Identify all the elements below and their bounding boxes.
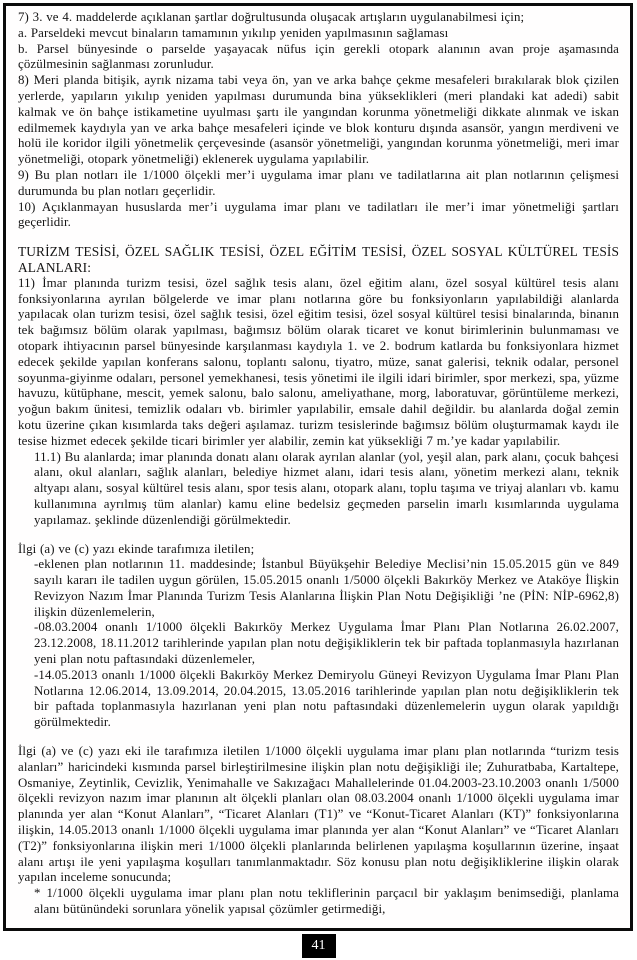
paragraph-star-item: * 1/1000 ölçekli uygulama imar planı plan notu tekliflerinin parçacıl bir yaklaşım benimsediği, planlama alanı bütünündeki sorunlara yönelik yapısal çözümler getirmediği, — [34, 886, 619, 917]
document-frame — [3, 3, 633, 931]
paragraph-ilgi-item-3: -14.05.2013 onanlı 1/1000 ölçekli Bakırköy Merkez Demiryolu Güneyi Revizyon Uygulama İmar Planı Plan Notlarına 12.06.2014, 13.09.2014, 20.04.2015, 13.05.2016 tarihlerinde yapılan plan notu değişikliklerin tek bir paftada toplanmasıyla hazırlanan yeni plan notu paftasındaki düzenlemelerin uygun olarak yapıldığı görülmektedir. — [34, 667, 619, 730]
paragraph-item-7: 7) 3. ve 4. maddelerde açıklanan şartlar doğrultusunda oluşacak artışların uygulanabilmesi için; — [18, 10, 525, 24]
paragraph-item-a: a. Parseldeki mevcut binaların tamamının yıkılıp yeniden yapılmasının sağlaması — [18, 25, 449, 40]
paragraph-item-11-1: 11.1) Bu alanlarda; imar planında donatı alanı olarak ayrılan alanlar (yol, yeşil alan, park alanı, çocuk bahçesi alanı, okul alanları, sağlık alanları, belediye hizmet alanı, idari tesis alanı, yönetim merkezi alanı, teknik altyapı alanı, sosyal kültürel tesis alanı, spor tesis alanı, otopark alanı, toplu taşıma ve triyaj alanları vb. kamu kullanımına ayrılmış tüm alanlar) kamu eline bedelsiz geçmeden parselin imarlı kısımlarında uygulama yapılamaz. şeklinde düzenlendiği görülmektedir. — [34, 449, 619, 527]
paragraph-item-10: 10) Açıklanmayan hususlarda mer’i uygulama imar planı ve tadilatları ile mer’i imar yönetmeliği şartları geçerlidir. — [18, 199, 619, 230]
paragraph-ilgi-item-1: -eklenen plan notlarının 11. maddesinde; İstanbul Büyükşehir Belediye Meclisi’nin 15.05.2015 gün ve 849 sayılı kararı ile tadilen uygun görülen, 15.05.2015 onanlı 1/5000 ölçekli Bakırköy Merkez ve Ataköye İlişkin Revizyon Nazım İmar Planında Turizm Tesis Alanlarına İlişkin Plan Notu Değişikliği ’ne (PİN: NİP-6962,8) ilişkin düzenlemelerin, — [34, 557, 619, 619]
paragraph-item-11: 11) İmar planında turizm tesisi, özel sağlık tesis alanı, özel eğitim alanı, özel sosyal kültürel tesis alanı fonksiyonlarına ayrılan bölgelerde ve imar planı notlarına göre bu fonksiyonların yapılabildiği alanlarda yapılacak olan turizm tesisi, özel sağlık tesisi, özel eğitim tesisi, özel sosyal kültürel tesisi binalarında, binanın tek bağımsız bölüm olarak yapılması, bağımsız bölüm olarak ticaret ve konut birimlerinin bulunmaması ve otopark ihtiyacının parsel bünyesinde karşılanması kaydıyla 1. ve 2. bodrum katlarda bu fonksiyonlara hizmet edecek şekilde yapılan konferans salonu, toplantı salonu, tiyatro, müze, sanat galerisi, teknik odalar, personel soyunma-giyinme odaları, personel yemekhanesi, tesis yönetimi ile ilgili idari birimler, spor merkezi, spa, yüzme havuzu, kütüphane, mescit, yemek salonu, balo salonu, ameliyathane, morg, laboratuvar, görüntüleme merkezi, yoğun bakım ünitesi, temizlik odaları vb. birimler yapılabilir, emsale dahil değildir. bu alanlarda doğal zemin kotu üzerine çıkan kısımlarda taks değeri aşılamaz. turizm tesislerinde bağımsız bölüm oluşturmamak kaydı ile tesise hizmet edecek şekilde ticari birimler yer alabilir, zemin kat yüksekliği 7 m.’ye kadar yapılabilir. — [18, 275, 619, 448]
paragraph-ilgi-item-2: -08.03.2004 onanlı 1/1000 ölçekli Bakırköy Merkez Uygulama İmar Planı Plan Notlarına 26.02.2007, 23.12.2008, 18.11.2012 tarihlerinde yapılan plan notu değişikliklerin tek bir paftada toplanmasıyla hazırlanan yeni plan notu paftasındaki düzenlemeler, — [34, 620, 619, 667]
page-number: 41 — [311, 938, 326, 953]
paragraph-item-9: 9) Bu plan notları ile 1/1000 ölçekli mer’i uygulama imar planı ve tadilatlarına ait plan notlarının çelişmesi durumunda bu plan notları geçerlidir. — [18, 167, 619, 198]
section-heading: TURİZM TESİSİ, ÖZEL SAĞLIK TESİSİ, ÖZEL EĞİTİM TESİSİ, ÖZEL SOSYAL KÜLTÜREL TESİS ALANLARI: — [18, 244, 619, 275]
paragraph-ilgi-2: İlgi (a) ve (c) yazı eki ile tarafımıza iletilen 1/1000 ölçekli uygulama imar planı plan notlarında “turizm tesis alanları” haricindeki kısmında parsel birleştirilmesine ilişkin plan notu değişikliği ile; Zuhuratbaba, Kartaltepe, Osmaniye, Zeytinlik, Cevizlik, Yenimahalle ve Sakızağacı Mahallelerinde 01.04.2003-23.10.2003 onanlı 1/5000 ölçekli revizyon nazım imar planının alt ölçekli planları olan 08.03.2004 onanlı 1/1000 ölçekli uygulama imar planında yer alan “Konut Alanları”, “Ticaret Alanları (T1)” ve “Konut-Ticaret Alanları (KT)” fonksiyonlarına ilişkin, 14.05.2013 onanlı 1/1000 ölçekli uygulama imar planında yer alan “Konut Alanları” ve “Ticaret Alanları (T2)” fonksiyonlarına ilişkin meri 1/1000 ölçekli planlarında belirlenen yapılaşma koşullarının üzerine, inşaat alanı artışı ile yeni yapılaşma koşulları tanımlanmaktadır. Söz konusu plan notu değişikliklerine ilişkin olarak yapılan inceleme sonucunda; — [18, 744, 619, 885]
page-number-badge — [302, 934, 336, 958]
paragraph-ilgi-intro: İlgi (a) ve (c) yazı ekinde tarafımıza iletilen; — [18, 541, 255, 556]
paragraph-item-b: b. Parsel bünyesinde o parselde yaşayacak nüfus için gerekli otopark alanının avan proje aşamasında çözülmesinin sağlanması zorunludur. — [18, 41, 619, 72]
paragraph-item-8: 8) Meri planda bitişik, ayrık nizama tabi veya ön, yan ve arka bahçe çekme mesafeleri bırakılarak blok çizilen yerlerde, yapıların yıkılıp yeniden yapılması durumunda bina yükseklikleri (meri plandaki kat adedi) sabit kalmak ve ön bahçe istikametine uyulması şartı ile yangından korunma yönetmeliği dikkate alınmak ve iskan edilmemek kaydıyla yan ve arka bahçe mesafeleri içinde ve blok konturu dışında asansör, yangın merdiveni ve holü ile koridor ilgili yönetmelik çerçevesinde (asansör yönetmeliği, yangından korunma yönetmeliği, meri imar yönetmeliği, otopark yönetmeliği) eklenerek uygulama yapılabilir. — [18, 73, 619, 167]
